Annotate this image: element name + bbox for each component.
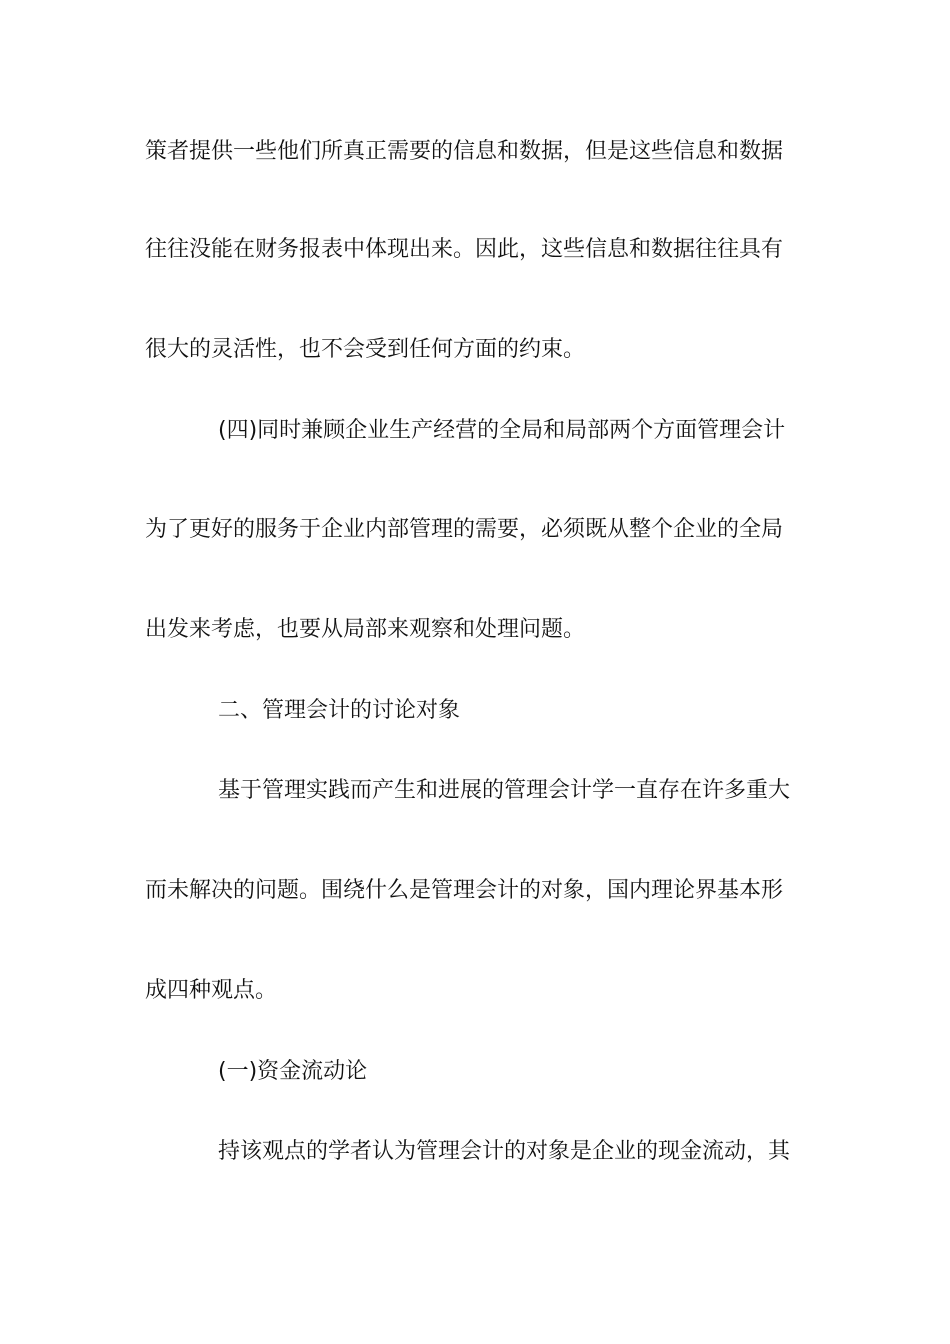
section-heading-2: 二、管理会计的讨论对象 [218,698,461,723]
paragraph-line-5: 为了更好的服务于企业内部管理的需要，必须既从整个企业的全局 [145,517,784,542]
section-heading-4: (四)同时兼顾企业生产经营的全局和局部两个方面管理会计 [218,418,786,443]
paragraph-line-6: 出发来考虑，也要从局部来观察和处理问题。 [145,617,586,642]
paragraph-line-1: 策者提供一些他们所真正需要的信息和数据，但是这些信息和数据 [145,139,784,164]
paragraph-line-8: 基于管理实践而产生和进展的管理会计学一直存在许多重大 [218,778,791,803]
paragraph-line-2: 往往没能在财务报表中体现出来。因此，这些信息和数据往往具有 [145,237,784,262]
paragraph-line-10: 成四种观点。 [145,978,278,1003]
paragraph-line-9: 而未解决的问题。围绕什么是管理会计的对象，国内理论界基本形 [145,878,784,903]
subsection-heading-1: (一)资金流动论 [218,1059,368,1084]
paragraph-line-12: 持该观点的学者认为管理会计的对象是企业的现金流动，其 [218,1139,791,1164]
paragraph-line-3: 很大的灵活性，也不会受到任何方面的约束。 [145,337,586,362]
